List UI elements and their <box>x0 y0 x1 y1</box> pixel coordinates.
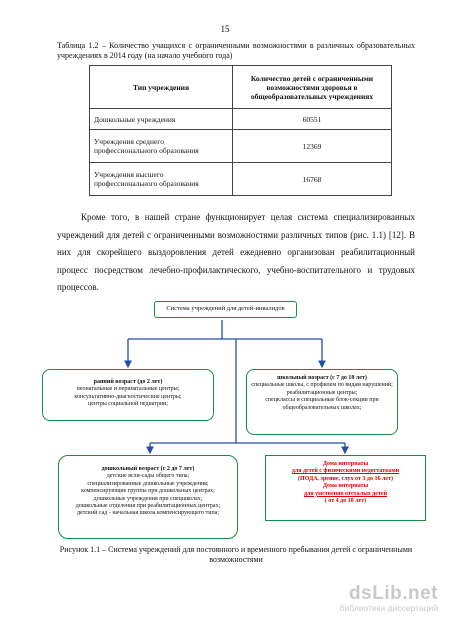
cell-type: Учреждения высшего профессионального образования <box>90 163 233 196</box>
watermark-subtitle: библиотека диссертаций <box>339 603 438 613</box>
cell-type: Учреждения среднего профессионального образования <box>90 130 233 163</box>
early-age-title: ранний возраст (до 2 лет) <box>93 379 163 385</box>
watermark <box>340 583 438 613</box>
table-caption: Таблица 1.2 – Количество учащихся с ограниченными возможностями в различных образовательных учреждениях в 2014 году (на начало учебного года) <box>57 41 415 60</box>
cell-type: Дошкольные учреждения <box>90 109 233 130</box>
header-type: Тип учреждения <box>90 66 233 109</box>
cell-count: 12369 <box>233 130 392 163</box>
list-item: специализированные дошкольные учреждения; <box>87 480 209 487</box>
list-item: детские ясли-сады общего типа; <box>106 473 190 480</box>
school-age-title: школьный возраст (с 7 до 18 лет) <box>277 375 367 381</box>
figure-caption: Рисунок 1.1 – Система учреждений для постоянного и временного пребывания детей с ограниченными возможностями <box>59 545 413 564</box>
institutions-diagram <box>0 293 450 543</box>
table-row <box>90 130 392 163</box>
list-item: специальные школы, с профилем по видам нарушений; <box>251 382 393 389</box>
boarding-line: Дома интернаты <box>322 461 369 467</box>
boarding-line: для умственно отсталых детей <box>303 490 388 497</box>
table-row <box>90 109 392 130</box>
table-header-row <box>90 66 392 109</box>
preschool-age-box <box>58 455 238 539</box>
school-age-box <box>246 369 398 435</box>
boarding-line: Дома интернаты <box>322 483 369 490</box>
header-count: Количество детей с ограниченными возможностями здоровья в общеобразовательных учреждениях <box>233 66 392 109</box>
list-item: компенсирующие группы при дошкольных центрах; <box>81 488 215 495</box>
boarding-homes-box <box>265 455 426 521</box>
boarding-line: (ПОДА, зрение, слух от 3 до 16 лет) <box>298 475 393 482</box>
cell-count: 60551 <box>233 109 392 130</box>
students-table <box>89 65 392 196</box>
list-item: неонатальные и перинатальные центры; <box>76 386 180 393</box>
cell-count: 16768 <box>233 163 392 196</box>
watermark-brand: dsLib.net <box>349 583 438 604</box>
early-age-box <box>42 369 214 421</box>
list-item: дошкольные учреждения при спецшколах; <box>93 495 203 502</box>
list-item: дошкольные отделения при реабилитационных центрах; <box>75 503 221 510</box>
list-item: детский сад - начальная школа компенсирующего типа; <box>76 510 220 517</box>
list-item: центры социальной педиатрии; <box>87 401 169 408</box>
system-box: Система учреждений для детей-инвалидов <box>154 301 297 318</box>
boarding-line: для детей с физическими недостатками <box>291 468 400 475</box>
list-item: реабилитационные центры; <box>286 389 358 396</box>
page-number: 15 <box>220 24 230 34</box>
body-paragraph: Кроме того, в нашей стране функционирует целая система специализированных учреждений для детей с ограниченными возможностями различных типов (рис. 1.1) [12]. В них для скорейшего выздоровления детей ежедневно организован реабилитационный процесс посредством лечебно-профилактического, учебно-воспитательного и трудовых процессов. <box>57 212 415 292</box>
preschool-age-title: дошкольный возраст (с 2 до 7 лет) <box>101 466 195 472</box>
table-row <box>90 163 392 196</box>
list-item: спецклассы и специальные блок-секции при общеобразовательных школах; <box>265 397 379 411</box>
boarding-line: ( от 4 до 18 лет) <box>324 498 367 505</box>
list-item: консультативно-диагностические центры; <box>74 393 182 400</box>
